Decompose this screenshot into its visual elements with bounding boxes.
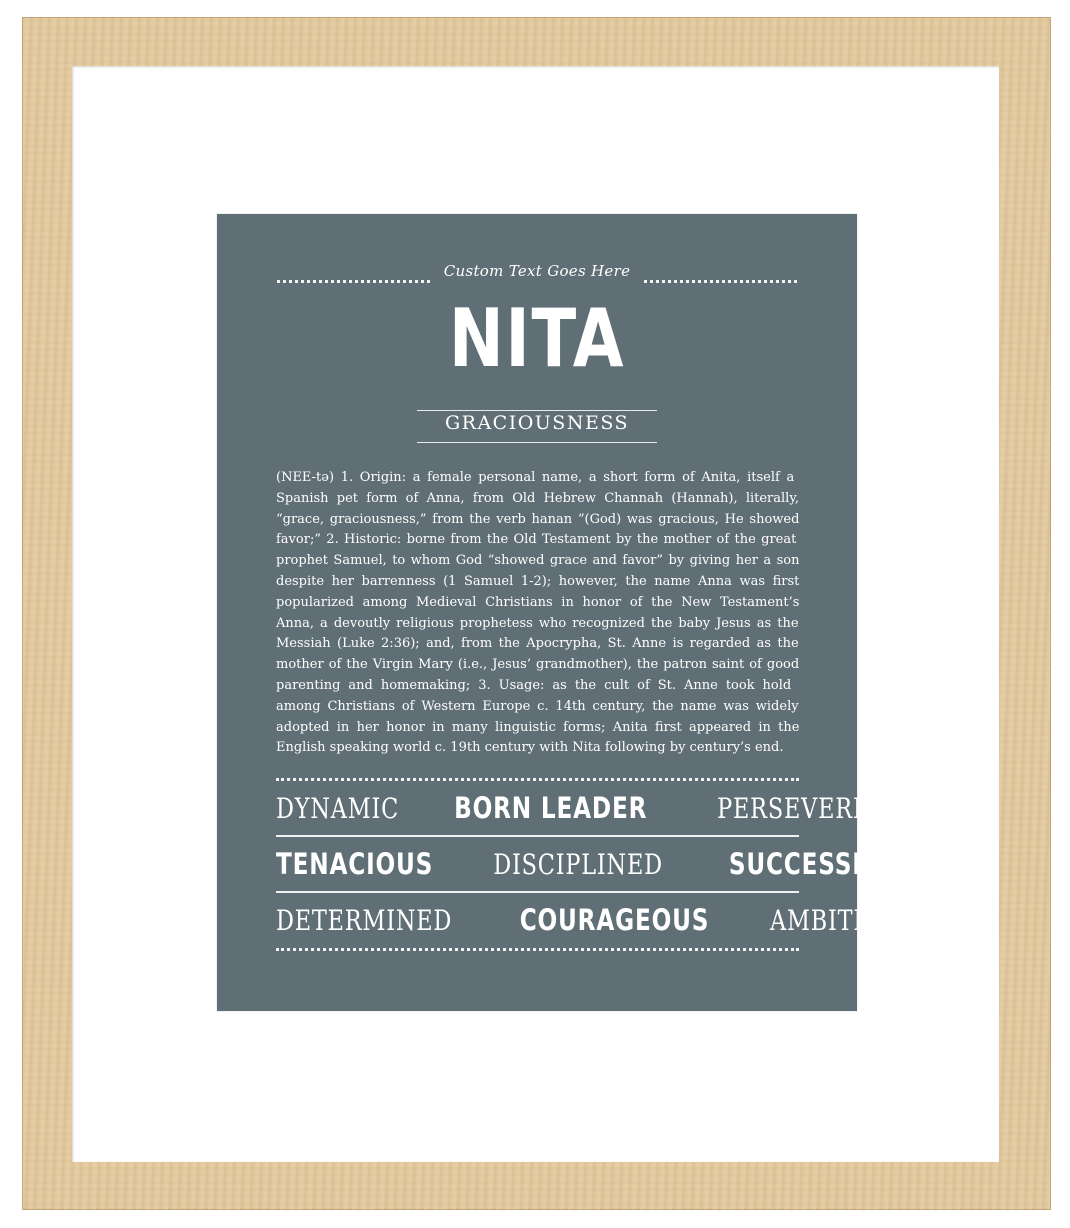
trait-word: DYNAMIC [276,791,400,825]
trait-word: BORN LEADER [453,791,648,825]
name-definition [276,468,799,759]
definition-line: favor;” 2. Historic: borne from the Old Testament by the mother of the great [276,532,797,548]
definition-line: Spanish pet form of Anna, from Old Hebrew Channah (Hannah), literally, [276,490,799,506]
meaning-bottom-rule [417,442,657,443]
top-right-dotted-divider [644,280,797,283]
top-left-dotted-divider [277,280,430,283]
trait-word: SUCCESSFUL [728,847,904,881]
trait-word: TENACIOUS [276,847,434,881]
name-meaning: GRACIOUSNESS [444,412,630,434]
definition-line: mother of the Virgin Mary (i.e., Jesus’ grandmother), the patron saint of good [276,657,799,673]
trait-word: DISCIPLINED [493,847,664,881]
definition-line: prophet Samuel, to whom God “showed grace and favor” by giving her a son [276,553,799,569]
meaning-top-rule [417,410,657,411]
trait-word: COURAGEOUS [519,903,710,937]
traits-rule-2 [276,891,799,893]
trait-word: DETERMINED [276,903,453,937]
definition-line: among Christians of Western Europe c. 14th century, the name was widely [276,698,799,714]
name-print [217,214,919,1011]
traits-bottom-dotted-divider [276,948,799,951]
definition-line: Messiah (Luke 2:36); and, from the Apocrypha, St. Anne is regarded as the [276,636,799,652]
traits-row-3 [276,900,919,940]
definition-line: (NEE-tə) 1. Origin: a female personal name, a short form of Anita, itself a [276,470,795,485]
traits-rule-1 [276,835,799,837]
traits-row-2 [276,844,904,884]
definition-line: adopted in her honor in many linguistic forms; Anita first appeared in the [276,719,799,735]
definition-line: popularized among Medieval Christians in honor of the New Testament’s [276,594,799,610]
traits-top-dotted-divider [276,778,799,781]
definition-line: parenting and homemaking; 3. Usage: as the cult of St. Anne took hold [276,677,792,693]
definition-line: Anna, a devoutly religious prophetess who recognized the baby Jesus as the [276,615,799,631]
definition-line: “grace, graciousness,” from the verb hanan “(God) was gracious, He showed [276,511,799,527]
trait-word: AMBITIOUS [770,903,919,937]
definition-line: despite her barrenness (1 Samuel 1-2); however, the name Anna was first [276,573,799,589]
trait-word: PERSEVERING [717,791,902,825]
definition-line: English speaking world c. 19th century with Nita following by century’s end. [276,740,784,756]
custom-text: Custom Text Goes Here [443,262,631,280]
traits-row-1 [276,788,902,828]
name-title: NITA [448,292,626,385]
